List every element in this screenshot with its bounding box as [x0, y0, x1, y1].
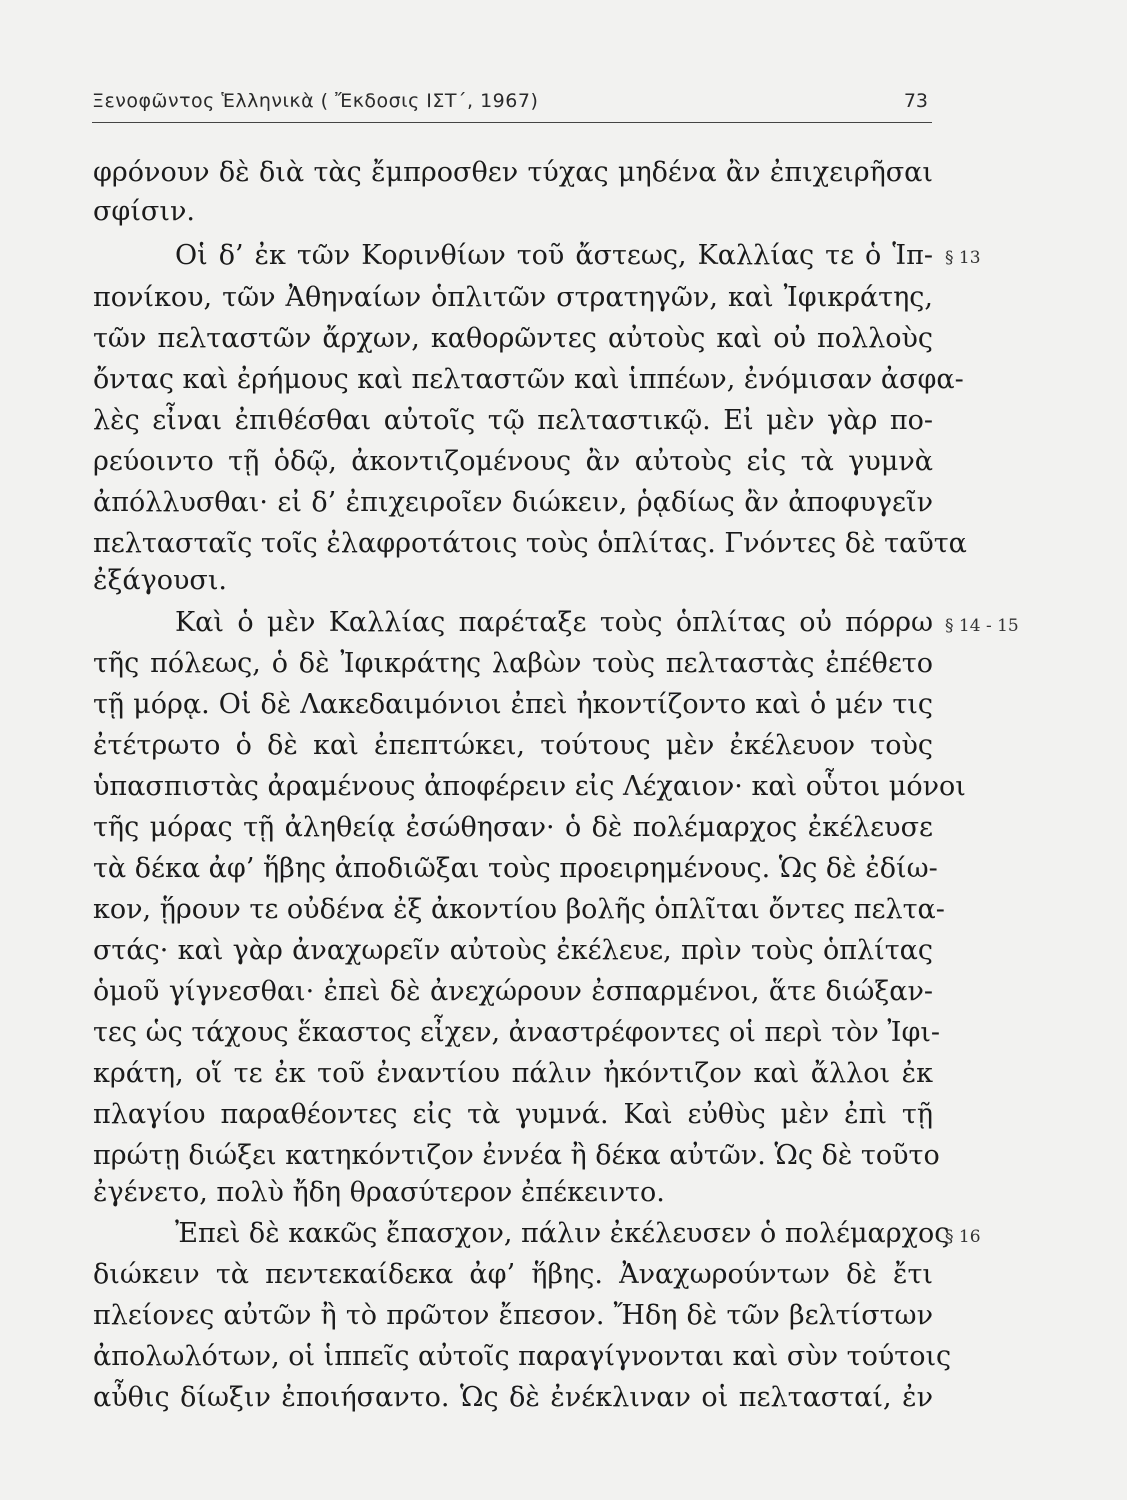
text-line: πελτασταῖς τοῖς ἐλαφροτάτοις τοὺς ὁπλίτας. Γνόντες δὲ ταῦτα: [93, 528, 967, 559]
text-line: ὑπασπιστὰς ἀραμένους ἀποφέρειν εἰς Λέχαιον· καὶ οὗτοι μόνοι: [93, 771, 966, 802]
text-line: διώκειν τὰ πεντεκαίδεκα ἀφ’ ἥβης. Ἀναχωρούντων δὲ ἔτι: [93, 1259, 933, 1290]
running-header: [92, 88, 932, 123]
text-line: κον, ᾕρουν τε οὐδένα ἐξ ἀκοντίου βολῆς ὁπλῖται ὄντες πελτα-: [93, 894, 945, 925]
page-number: 73: [903, 90, 928, 112]
text-line: Ἐπεὶ δὲ κακῶς ἔπασχον, πάλιν ἐκέλευσεν ὁ πολέμαρχος: [175, 1218, 950, 1249]
text-line: τες ὡς τάχους ἕκαστος εἶχεν, ἀναστρέφοντες οἱ περὶ τὸν Ἰφι-: [93, 1017, 941, 1048]
text-line: Οἱ δ’ ἐκ τῶν Κορινθίων τοῦ ἄστεως, Καλλίας τε ὁ Ἱπ-: [175, 240, 933, 271]
text-line: φρόνουν δὲ διὰ τὰς ἔμπροσθεν τύχας μηδένα ἂν ἐπιχειρῆσαι: [93, 157, 933, 188]
text-line: ἐτέτρωτο ὁ δὲ καὶ ἐπεπτώκει, τούτους μὲν ἐκέλευον τοὺς: [93, 730, 933, 761]
text-line: στάς· καὶ γὰρ ἀναχωρεῖν αὐτοὺς ἐκέλευε, πρὶν τοὺς ὁπλίτας: [93, 935, 933, 966]
text-line: αὖθις δίωξιν ἐποιήσαντο. Ὡς δὲ ἐνέκλιναν οἱ πελτασταί, ἐν: [93, 1382, 933, 1413]
text-line: ὁμοῦ γίγνεσθαι· ἐπεὶ δὲ ἀνεχώρουν ἐσπαρμένοι, ἅτε διώξαν-: [93, 976, 933, 1007]
text-line: πλείονες αὐτῶν ἢ τὸ πρῶτον ἔπεσον. Ἤδη δὲ τῶν βελτίστων: [93, 1300, 933, 1331]
text-line: ἐγένετο, πολὺ ἤδη θρασύτερον ἐπέκειντο.: [93, 1177, 665, 1208]
text-line: τῇ μόρᾳ. Οἱ δὲ Λακεδαιμόνιοι ἐπεὶ ἠκοντίζοντο καὶ ὁ μέν τις: [93, 689, 933, 720]
text-line: τὰ δέκα ἀφ’ ἥβης ἀποδιῶξαι τοὺς προειρημένους. Ὡς δὲ ἐδίω-: [93, 853, 938, 884]
header-title: Ξενοφῶντος Ἑλληνικὰ ( Ἔκδοσις ΙΣΤ΄, 1967): [92, 90, 539, 112]
text-line: λὲς εἶναι ἐπιθέσθαι αὐτοῖς τῷ πελταστικῷ. Εἰ μὲν γὰρ πο-: [93, 405, 933, 436]
text-line: ἀπόλλυσθαι· εἰ δ’ ἐπιχειροῖεν διώκειν, ῥᾳδίως ἂν ἀποφυγεῖν: [93, 487, 933, 518]
text-line: σφίσιν.: [93, 196, 195, 227]
text-line: πρώτῃ διώξει κατηκόντιζον ἐννέα ἢ δέκα αὐτῶν. Ὡς δὲ τοῦτο: [93, 1140, 940, 1171]
text-line: ρεύοιντο τῇ ὁδῷ, ἀκοντιζομένους ἂν αὐτοὺς εἰς τὰ γυμνὰ: [93, 446, 933, 477]
text-line: ἀπολωλότων, οἱ ἱππεῖς αὐτοῖς παραγίγνονται καὶ σὺν τούτοις: [93, 1341, 952, 1372]
text-line: τῆς πόλεως, ὁ δὲ Ἰφικράτης λαβὼν τοὺς πελταστὰς ἐπέθετο: [93, 648, 933, 679]
text-line: τῶν πελταστῶν ἄρχων, καθορῶντες αὐτοὺς καὶ οὐ πολλοὺς: [93, 323, 933, 354]
text-line: ὄντας καὶ ἐρήμους καὶ πελταστῶν καὶ ἱππέων, ἐνόμισαν ἀσφα-: [93, 364, 964, 395]
section-marker-14-15: § 14 - 15: [945, 616, 1019, 636]
section-marker-16: § 16: [945, 1227, 981, 1247]
text-line: Καὶ ὁ μὲν Καλλίας παρέταξε τοὺς ὁπλίτας οὐ πόρρω: [175, 607, 933, 638]
text-line: κράτη, οἵ τε ἐκ τοῦ ἐναντίου πάλιν ἠκόντιζον καὶ ἄλλοι ἐκ: [93, 1058, 933, 1089]
section-marker-13: § 13: [945, 248, 981, 268]
text-line: τῆς μόρας τῇ ἀληθείᾳ ἐσώθησαν· ὁ δὲ πολέμαρχος ἐκέλευσε: [93, 812, 933, 843]
text-line: πλαγίου παραθέοντες εἰς τὰ γυμνά. Καὶ εὐθὺς μὲν ἐπὶ τῇ: [93, 1099, 933, 1130]
text-line: πονίκου, τῶν Ἀθηναίων ὁπλιτῶν στρατηγῶν, καὶ Ἰφικράτης,: [93, 282, 933, 313]
text-line: ἐξάγουσι.: [93, 565, 227, 596]
